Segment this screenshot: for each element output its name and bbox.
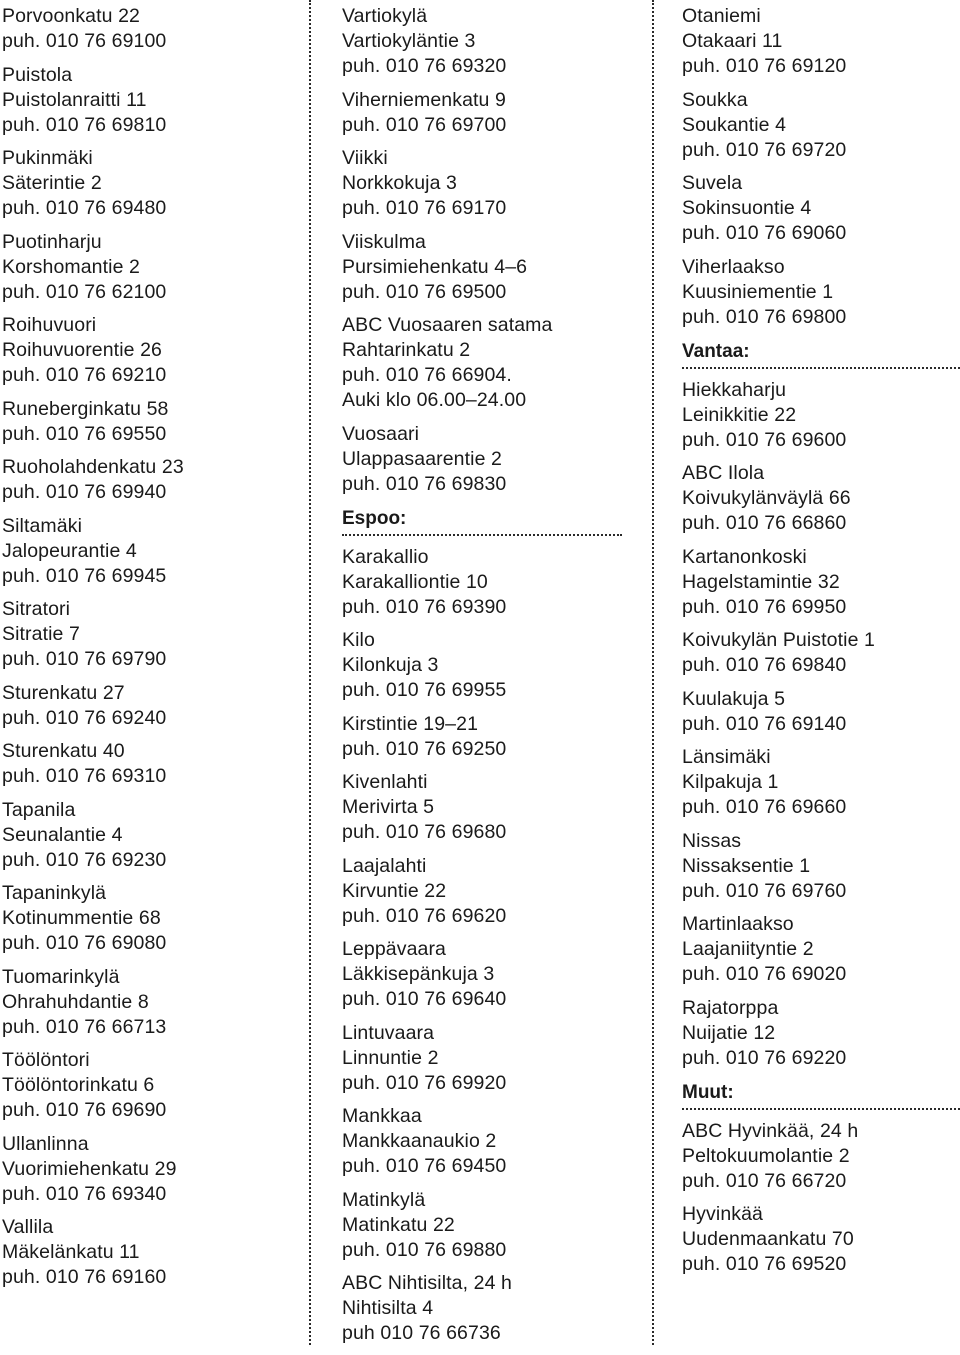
phone-number: puh 010 76 66736 [342, 1322, 501, 1344]
phone-number: puh. 010 76 69790 [2, 648, 167, 670]
location-name: Koivukylän Puistotie 1 [682, 629, 875, 651]
location-name: ABC Vuosaaren satama [342, 314, 553, 336]
address-line: Ohrahuhdantie 8 [2, 990, 149, 1013]
location-entry [2, 146, 296, 221]
address-line: Mäkelänkatu 11 [2, 1241, 140, 1263]
address-line: Roihuvuorentie 26 [2, 339, 162, 361]
location-entry [682, 745, 960, 820]
phone-number: puh. 010 76 69250 [342, 737, 507, 760]
location-entry [342, 770, 622, 845]
phone-number: puh. 010 76 69760 [682, 879, 847, 902]
phone-number: puh. 010 76 69020 [682, 963, 847, 985]
location-name: Tapaninkylä [2, 882, 107, 904]
location-entry [342, 1271, 622, 1346]
phone-number: puh. 010 76 66860 [682, 512, 847, 534]
location-name: Viiskulma [342, 230, 426, 253]
location-entry [2, 681, 296, 731]
address-line: Läkkisepänkuja 3 [342, 963, 495, 985]
address-line: Leinikkitie 22 [682, 403, 797, 426]
location-name: Kilo [342, 629, 375, 651]
phone-number: puh. 010 76 69480 [2, 197, 167, 219]
address-line: Nihtisilta 4 [342, 1297, 434, 1319]
location-name: ABC Ilola [682, 462, 765, 484]
location-entry [2, 798, 296, 873]
phone-number: puh. 010 76 69170 [342, 197, 507, 219]
location-entry [2, 1215, 296, 1290]
location-entry [342, 4, 622, 79]
phone-number: puh. 010 76 69100 [2, 30, 167, 52]
location-entry [2, 881, 296, 956]
location-entry [682, 912, 960, 987]
location-entry [2, 514, 296, 589]
location-name: Ullanlinna [2, 1132, 89, 1155]
location-name: ABC Nihtisilta, 24 h [342, 1272, 512, 1294]
phone-number: puh. 010 76 69220 [682, 1046, 847, 1069]
location-name: Vallila [2, 1216, 54, 1238]
location-name: Vartiokylä [342, 5, 428, 27]
location-entry [342, 937, 622, 1012]
location-entry [682, 171, 960, 246]
location-entry [682, 545, 960, 620]
location-name: Siltamäki [2, 514, 83, 537]
phone-number: puh. 010 76 69140 [682, 712, 847, 735]
location-entry [2, 965, 296, 1040]
location-entry [682, 1202, 960, 1277]
phone-number: puh. 010 76 69500 [342, 280, 507, 303]
address-line: Säterintie 2 [2, 172, 102, 194]
column-divider-2 [652, 0, 654, 1345]
address-line: Kirvuntie 22 [342, 879, 447, 902]
location-entry [682, 88, 960, 163]
phone-number: puh. 010 76 69840 [682, 654, 847, 676]
address-line: Otakaari 11 [682, 30, 783, 52]
location-name: Puotinharju [2, 230, 102, 253]
address-line: Rahtarinkatu 2 [342, 339, 471, 361]
column-divider-1 [309, 0, 311, 1345]
location-name: Porvoonkatu 22 [2, 5, 140, 27]
location-entry [2, 1048, 296, 1123]
address-line: Sitratie 7 [2, 623, 80, 645]
phone-number: puh. 010 76 69060 [682, 222, 847, 244]
phone-number: puh. 010 76 69680 [342, 821, 507, 843]
location-name: Lintuvaara [342, 1021, 435, 1044]
region-heading: Espoo: [342, 507, 622, 536]
location-entry [2, 313, 296, 388]
location-name: Hyvinkää [682, 1203, 763, 1225]
location-name: Roihuvuori [2, 314, 97, 336]
column-2 [342, 4, 622, 1355]
address-line: Matinkatu 22 [342, 1213, 455, 1236]
phone-number: puh. 010 76 69450 [342, 1155, 507, 1177]
phone-number: puh. 010 76 69955 [342, 679, 507, 701]
location-name: Puistola [2, 63, 73, 86]
location-name: Tuomarinkylä [2, 965, 120, 988]
location-name: Otaniemi [682, 5, 761, 27]
location-entry [342, 1188, 622, 1263]
phone-number: puh. 010 76 69920 [342, 1071, 507, 1094]
location-entry [342, 1104, 622, 1179]
location-name: Länsimäki [682, 746, 771, 768]
location-name: Kuulakuja 5 [682, 687, 786, 710]
location-entry [342, 1021, 622, 1096]
location-entry [2, 597, 296, 672]
location-name: Töölöntori [2, 1049, 90, 1071]
location-entry [342, 313, 622, 413]
location-name: Suvela [682, 172, 743, 194]
location-name: Matinkylä [342, 1188, 426, 1211]
phone-number: puh. 010 76 69080 [2, 932, 167, 954]
region-heading: Muut: [682, 1081, 960, 1110]
location-name: Kirstintie 19–21 [342, 712, 479, 735]
address-line: Linnuntie 2 [342, 1046, 439, 1069]
phone-number: puh. 010 76 69810 [2, 113, 167, 136]
location-name: Soukka [682, 88, 748, 111]
location-name: Sitratori [2, 598, 71, 620]
location-entry [682, 378, 960, 453]
location-entry [2, 397, 296, 447]
location-entry [342, 146, 622, 221]
location-entry [682, 628, 960, 678]
location-entry [342, 88, 622, 138]
location-entry [682, 4, 960, 79]
phone-number: puh. 010 76 69660 [682, 796, 847, 818]
phone-number: puh. 010 76 69830 [342, 472, 507, 495]
phone-number: puh. 010 76 69230 [2, 848, 167, 871]
location-name: Sturenkatu 27 [2, 681, 125, 704]
address-line: Merivirta 5 [342, 796, 435, 818]
region-heading: Vantaa: [682, 340, 960, 369]
address-line: Pursimiehenkatu 4–6 [342, 255, 528, 278]
column-1 [2, 4, 296, 1299]
location-name: Karakallio [342, 545, 429, 568]
location-name: Viherlaakso [682, 255, 785, 278]
phone-number: puh. 010 76 69550 [2, 422, 167, 445]
phone-number: puh. 010 76 69640 [342, 988, 507, 1010]
address-line: Nissaksentie 1 [682, 854, 811, 877]
location-name: Runeberginkatu 58 [2, 397, 169, 420]
address-line: Ulappasaarentie 2 [342, 447, 502, 470]
location-name: Viikki [342, 147, 388, 169]
phone-number: puh. 010 76 69800 [682, 305, 847, 328]
location-entry [2, 230, 296, 305]
address-line: Puistolanraitti 11 [2, 88, 147, 111]
phone-number: puh. 010 76 69950 [682, 595, 847, 618]
phone-number: puh. 010 76 69945 [2, 564, 167, 587]
location-entry [682, 829, 960, 904]
phone-number: puh. 010 76 69390 [342, 595, 507, 618]
phone-number: puh. 010 76 69210 [2, 364, 167, 386]
phone-number: puh. 010 76 69240 [2, 706, 167, 729]
location-name: Tapanila [2, 798, 76, 821]
phone-number: puh. 010 76 66720 [682, 1169, 847, 1192]
address-line: Auki klo 06.00–24.00 [342, 389, 527, 411]
address-line: Mankkaanaukio 2 [342, 1130, 497, 1152]
phone-number: puh. 010 76 69600 [682, 428, 847, 451]
phone-number: puh. 010 76 69520 [682, 1253, 847, 1275]
location-entry [2, 63, 296, 138]
location-entry [342, 628, 622, 703]
address-line: Jalopeurantie 4 [2, 539, 137, 562]
phone-number: puh. 010 76 69720 [682, 138, 847, 161]
location-name: Kartanonkoski [682, 545, 807, 568]
location-entry [342, 422, 622, 497]
location-name: Leppävaara [342, 938, 447, 960]
phone-number: puh. 010 76 69310 [2, 765, 167, 787]
location-entry [682, 461, 960, 536]
address-line: Kuusiniementie 1 [682, 280, 834, 303]
location-name: ABC Hyvinkää, 24 h [682, 1119, 859, 1142]
location-entry [2, 4, 296, 54]
location-name: Nissas [682, 829, 742, 852]
location-name: Kivenlahti [342, 771, 428, 793]
location-entry [682, 1119, 960, 1194]
address-line: Norkkokuja 3 [342, 172, 458, 194]
address-line: Karakalliontie 10 [342, 570, 488, 593]
phone-number: puh. 010 76 66904. [342, 364, 512, 386]
phone-number: puh. 010 76 62100 [2, 280, 167, 303]
address-line: Sokinsuontie 4 [682, 197, 812, 219]
location-name: Sturenkatu 40 [2, 740, 125, 762]
location-name: Hiekkaharju [682, 378, 787, 401]
address-line: Nuijatie 12 [682, 1021, 776, 1044]
address-line: Vuorimiehenkatu 29 [2, 1157, 177, 1180]
address-line: Seunalantie 4 [2, 823, 123, 846]
address-line: Vartiokyläntie 3 [342, 30, 476, 52]
phone-number: puh. 010 76 69340 [2, 1182, 167, 1205]
phone-number: puh. 010 76 69940 [2, 481, 167, 503]
location-name: Vuosaari [342, 422, 420, 445]
location-name: Mankkaa [342, 1105, 422, 1127]
phone-number: puh. 010 76 69700 [342, 113, 507, 136]
phone-number: puh. 010 76 69320 [342, 55, 507, 77]
address-line: Laajaniityntie 2 [682, 938, 814, 960]
column-3 [682, 4, 960, 1286]
location-entry [342, 854, 622, 929]
location-entry [342, 545, 622, 620]
location-name: Rajatorppa [682, 996, 779, 1019]
location-entry [2, 739, 296, 789]
phone-number: puh. 010 76 69880 [342, 1238, 507, 1261]
phone-number: puh. 010 76 69120 [682, 55, 847, 77]
address-line: Peltokuumolantie 2 [682, 1144, 850, 1167]
address-line: Uudenmaankatu 70 [682, 1228, 854, 1250]
location-entry [682, 255, 960, 330]
location-name: Martinlaakso [682, 913, 794, 935]
address-line: Kilonkuja 3 [342, 654, 439, 676]
location-entry [2, 1132, 296, 1207]
address-line: Koivukylänväylä 66 [682, 487, 851, 509]
location-entry [342, 712, 622, 762]
location-entry [682, 996, 960, 1071]
location-name: Pukinmäki [2, 147, 93, 169]
phone-number: puh. 010 76 66713 [2, 1015, 167, 1038]
address-line: Hagelstamintie 32 [682, 570, 840, 593]
location-entry [2, 455, 296, 505]
location-name: Laajalahti [342, 854, 427, 877]
address-line: Kotinummentie 68 [2, 907, 161, 929]
location-entry [342, 230, 622, 305]
location-name: Ruoholahdenkatu 23 [2, 456, 184, 478]
location-entry [682, 687, 960, 737]
address-line: Soukantie 4 [682, 113, 787, 136]
phone-number: puh. 010 76 69160 [2, 1266, 167, 1288]
address-line: Korshomantie 2 [2, 255, 140, 278]
phone-number: puh. 010 76 69690 [2, 1099, 167, 1121]
address-line: Töölöntorinkatu 6 [2, 1074, 155, 1096]
address-line: Kilpakuja 1 [682, 771, 779, 793]
location-name: Viherniemenkatu 9 [342, 88, 506, 111]
phone-number: puh. 010 76 69620 [342, 904, 507, 927]
